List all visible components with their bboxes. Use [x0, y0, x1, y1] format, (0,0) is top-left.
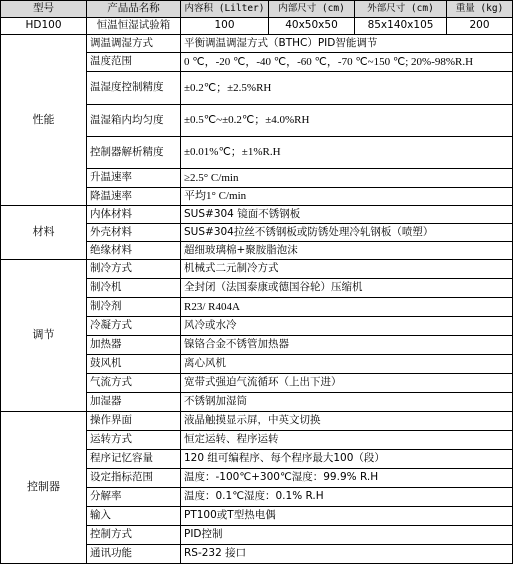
- row-label: 制冷机: [87, 279, 181, 298]
- row-label: 加湿器: [87, 393, 181, 412]
- product-weight: 200: [447, 18, 513, 35]
- row-label: 内体材料: [87, 206, 181, 224]
- row-label: 降温速率: [87, 188, 181, 206]
- row-value: 全封闭（法国泰康或德国谷轮）压缩机: [181, 279, 513, 298]
- row-value: 平均1° C/min: [181, 188, 513, 206]
- row-label: 温湿度控制精度: [87, 72, 181, 105]
- row-value: PID控制: [181, 526, 513, 545]
- row-label: 加热器: [87, 336, 181, 355]
- row-label: 输入: [87, 507, 181, 526]
- table-row: [1, 35, 513, 53]
- product-outer-size: 85x140x105: [355, 18, 447, 35]
- row-value: 风冷或水冷: [181, 317, 513, 336]
- header-row: [1, 1, 513, 18]
- row-label: 程序记忆容量: [87, 450, 181, 469]
- row-value: ±0.2℃；±2.5%RH: [181, 72, 513, 105]
- table-row: [1, 260, 513, 279]
- row-label: 设定指标范围: [87, 469, 181, 488]
- row-label: 制冷剂: [87, 298, 181, 317]
- section-label-performance: 性能: [1, 35, 87, 206]
- row-value: 超细玻璃棉+聚胺脂泡沫: [181, 242, 513, 260]
- row-label: 制冷方式: [87, 260, 181, 279]
- row-label: 冷凝方式: [87, 317, 181, 336]
- row-label: 控制器解析精度: [87, 137, 181, 169]
- header-outer-size: 外部尺寸 (cm): [355, 1, 447, 18]
- header-inner-size: 内部尺寸 (cm): [269, 1, 355, 18]
- row-label: 绝缘材料: [87, 242, 181, 260]
- row-value: 不锈钢加湿筒: [181, 393, 513, 412]
- row-value: 120 组可编程序、每个程序最大100（段）: [181, 450, 513, 469]
- row-label: 温度范围: [87, 53, 181, 72]
- row-value: SUS#304 镜面不锈钢板: [181, 206, 513, 224]
- row-value: 镍铬合金不锈管加热器: [181, 336, 513, 355]
- row-label: 外壳材料: [87, 224, 181, 242]
- row-value: PT100或T型热电偶: [181, 507, 513, 526]
- header-volume: 内容积 (Lilter): [181, 1, 269, 18]
- table-row: [1, 206, 513, 224]
- row-value: 温度：-100℃+300℃湿度：99.9% R.H: [181, 469, 513, 488]
- row-value: 液晶触摸显示屏，中英文切换: [181, 412, 513, 431]
- row-label: 鼓风机: [87, 355, 181, 374]
- row-label: 运转方式: [87, 431, 181, 450]
- row-label: 升温速率: [87, 169, 181, 188]
- product-name: 恒温恒湿试验箱: [87, 18, 181, 35]
- section-label-regulation: 调节: [1, 260, 87, 412]
- row-label: 温湿箱内均匀度: [87, 105, 181, 137]
- product-inner-size: 40x50x50: [269, 18, 355, 35]
- header-model: 型号: [1, 1, 87, 18]
- row-value: SUS#304拉丝不锈钢板或防锈处理冷轧钢板（喷塑）: [181, 224, 513, 242]
- row-value: 离心风机: [181, 355, 513, 374]
- row-value: 恒定运转、程序运转: [181, 431, 513, 450]
- header-product-name: 产品品名称: [87, 1, 181, 18]
- row-label: 通讯功能: [87, 545, 181, 564]
- row-value: 宽带式强迫气流循环（上出下进）: [181, 374, 513, 393]
- section-label-materials: 材料: [1, 206, 87, 260]
- row-value: ±0.5℃~±0.2℃；±4.0%RH: [181, 105, 513, 137]
- product-row: [1, 18, 513, 35]
- header-weight: 重量 (kg): [447, 1, 513, 18]
- row-value: 0 ℃，-20 ℃，-40 ℃，-60 ℃，-70 ℃~150 ℃; 20%-98%R.H: [181, 53, 513, 72]
- product-volume: 100: [181, 18, 269, 35]
- product-model: HD100: [1, 18, 87, 35]
- row-value: 平衡调温调湿方式（BTHC）PID智能调节: [181, 35, 513, 53]
- row-label: 调温调湿方式: [87, 35, 181, 53]
- row-label: 分解率: [87, 488, 181, 507]
- section-label-controller: 控制器: [1, 412, 87, 564]
- table-row: [1, 412, 513, 431]
- row-value: 温度：0.1℃湿度：0.1% R.H: [181, 488, 513, 507]
- row-value: ±0.01%℃；±1%R.H: [181, 137, 513, 169]
- row-label: 操作界面: [87, 412, 181, 431]
- row-label: 气流方式: [87, 374, 181, 393]
- row-value: RS-232 接口: [181, 545, 513, 564]
- row-value: ≥2.5° C/min: [181, 169, 513, 188]
- row-value: 机械式二元制冷方式: [181, 260, 513, 279]
- row-label: 控制方式: [87, 526, 181, 545]
- row-value: R23/ R404A: [181, 298, 513, 317]
